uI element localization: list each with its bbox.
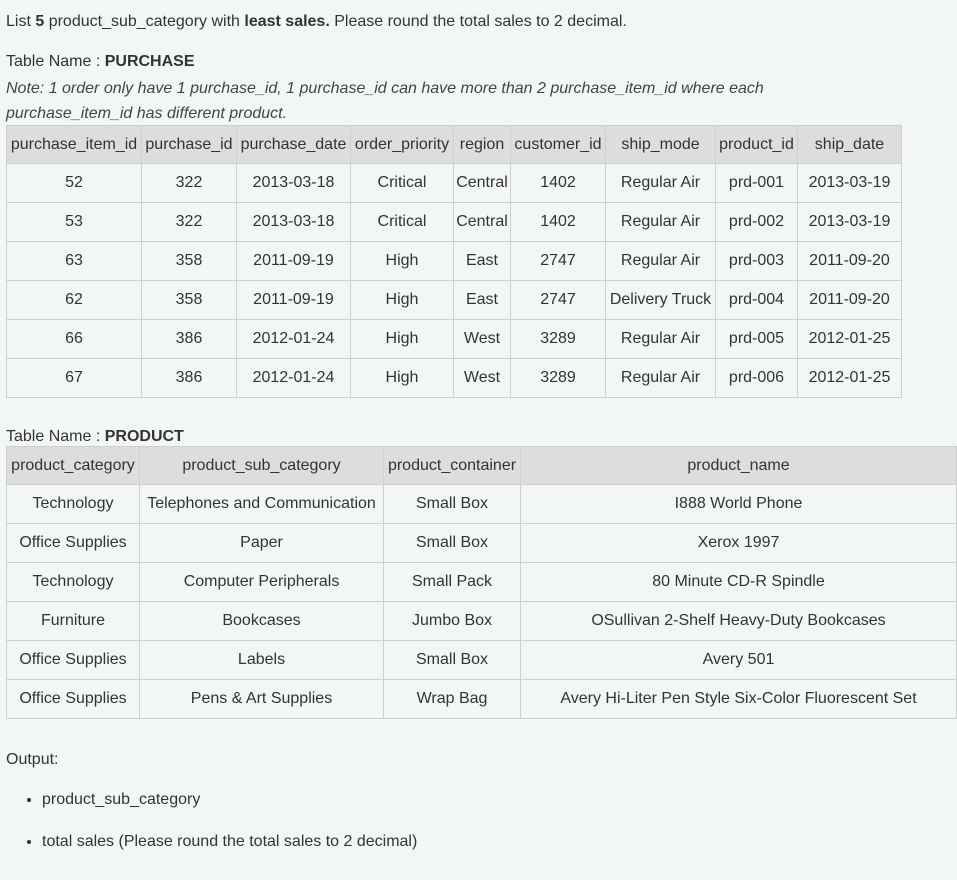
cell-region: East [454,242,511,281]
cell-purchase-id: 322 [142,203,237,242]
product-table-wrapper[interactable] [6,446,917,719]
cell-purchase-id: 386 [142,320,237,359]
column-header-product-id: product_id [716,126,798,164]
cell-region: West [454,320,511,359]
cell-purchase-date: 2012-01-24 [237,320,351,359]
product-table-name: PRODUCT [104,428,184,445]
table-row [7,281,902,320]
table-row [7,680,957,719]
question-text [6,12,627,32]
cell-product-id: prd-004 [716,281,798,320]
output-label: Output: [6,751,59,768]
column-header-region: region [454,126,511,164]
cell-product-container: Wrap Bag [384,680,521,719]
output-list [0,790,417,874]
cell-product-category: Office Supplies [7,524,140,563]
table-row [7,320,902,359]
purchase-header-row [7,126,902,164]
cell-purchase-id: 322 [142,164,237,203]
cell-ship-mode: Regular Air [606,164,716,203]
column-header-product-name: product_name [521,447,957,485]
column-header-customer-id: customer_id [511,126,606,164]
column-header-product-container: product_container [384,447,521,485]
column-header-order-priority: order_priority [351,126,454,164]
table-row [7,203,902,242]
purchase-table-title [6,52,195,72]
cell-order-priority: Critical [351,164,454,203]
cell-product-name: I888 World Phone [521,485,957,524]
cell-product-sub-category: Paper [140,524,384,563]
cell-customer-id: 2747 [511,281,606,320]
cell-purchase-id: 386 [142,359,237,398]
table-row [7,602,957,641]
cell-order-priority: High [351,320,454,359]
cell-purchase-item-id: 52 [7,164,142,203]
cell-product-category: Furniture [7,602,140,641]
purchase-table-label: Table Name : [6,53,105,70]
question-middle: product_sub_category with [44,13,245,30]
cell-product-sub-category: Computer Peripherals [140,563,384,602]
cell-product-container: Small Box [384,524,521,563]
column-header-purchase-date: purchase_date [237,126,351,164]
output-item: • product_sub_category [42,790,417,810]
output-item: • total sales (Please round the total sales to 2 decimal) [42,832,417,852]
cell-customer-id: 3289 [511,320,606,359]
cell-purchase-item-id: 67 [7,359,142,398]
cell-product-container: Small Box [384,485,521,524]
cell-product-id: prd-006 [716,359,798,398]
cell-ship-date: 2013-03-19 [798,203,902,242]
column-header-product-sub-category: product_sub_category [140,447,384,485]
cell-product-id: prd-003 [716,242,798,281]
table-row [7,524,957,563]
cell-purchase-id: 358 [142,242,237,281]
cell-product-name: OSullivan 2-Shelf Heavy-Duty Bookcases [521,602,957,641]
cell-customer-id: 2747 [511,242,606,281]
table-row [7,563,957,602]
table-row [7,164,902,203]
cell-region: Central [454,164,511,203]
purchase-note: Note: 1 order only have 1 purchase_id, 1 purchase_id can have more than 2 purchase_item_id where each purchase_item_id has different product. [6,80,764,122]
cell-purchase-date: 2011-09-19 [237,281,351,320]
cell-product-name: Avery 501 [521,641,957,680]
cell-product-container: Small Pack [384,563,521,602]
product-table-title [6,427,184,447]
cell-product-name: 80 Minute CD-R Spindle [521,563,957,602]
cell-purchase-item-id: 63 [7,242,142,281]
question-prefix: List [6,13,36,30]
cell-customer-id: 1402 [511,203,606,242]
cell-ship-date: 2012-01-25 [798,359,902,398]
cell-product-id: prd-001 [716,164,798,203]
purchase-table-name: PURCHASE [104,53,195,70]
cell-product-id: prd-002 [716,203,798,242]
cell-ship-date: 2013-03-19 [798,164,902,203]
cell-order-priority: Critical [351,203,454,242]
question-suffix: Please round the total sales to 2 decimal. [329,13,627,30]
cell-ship-mode: Regular Air [606,359,716,398]
cell-product-category: Technology [7,563,140,602]
cell-product-sub-category: Pens & Art Supplies [140,680,384,719]
cell-product-name: Xerox 1997 [521,524,957,563]
product-table [6,446,957,719]
question-count: 5 [35,13,45,30]
cell-ship-date: 2011-09-20 [798,242,902,281]
cell-product-name: Avery Hi-Liter Pen Style Six-Color Fluorescent Set [521,680,957,719]
purchase-table-wrapper[interactable] [6,125,891,398]
cell-purchase-date: 2012-01-24 [237,359,351,398]
column-header-ship-mode: ship_mode [606,126,716,164]
column-header-purchase-id: purchase_id [142,126,237,164]
cell-purchase-item-id: 66 [7,320,142,359]
cell-ship-date: 2011-09-20 [798,281,902,320]
cell-product-sub-category: Telephones and Communication [140,485,384,524]
cell-product-container: Jumbo Box [384,602,521,641]
cell-product-id: prd-005 [716,320,798,359]
cell-order-priority: High [351,359,454,398]
cell-product-sub-category: Bookcases [140,602,384,641]
cell-purchase-date: 2013-03-18 [237,164,351,203]
column-header-ship-date: ship_date [798,126,902,164]
table-row [7,485,957,524]
cell-region: Central [454,203,511,242]
cell-product-category: Office Supplies [7,641,140,680]
cell-purchase-date: 2013-03-18 [237,203,351,242]
table-row [7,641,957,680]
cell-product-sub-category: Labels [140,641,384,680]
cell-ship-mode: Regular Air [606,242,716,281]
cell-ship-date: 2012-01-25 [798,320,902,359]
table-row [7,359,902,398]
purchase-table [6,125,902,398]
cell-purchase-item-id: 53 [7,203,142,242]
cell-order-priority: High [351,242,454,281]
cell-purchase-item-id: 62 [7,281,142,320]
cell-product-category: Office Supplies [7,680,140,719]
cell-purchase-date: 2011-09-19 [237,242,351,281]
cell-ship-mode: Delivery Truck [606,281,716,320]
question-emphasis: least sales. [244,13,330,30]
cell-product-category: Technology [7,485,140,524]
product-table-label: Table Name : [6,428,105,445]
column-header-product-category: product_category [7,447,140,485]
cell-ship-mode: Regular Air [606,203,716,242]
table-row [7,242,902,281]
cell-region: West [454,359,511,398]
cell-product-container: Small Box [384,641,521,680]
cell-region: East [454,281,511,320]
cell-customer-id: 1402 [511,164,606,203]
product-header-row [7,447,957,485]
cell-customer-id: 3289 [511,359,606,398]
cell-purchase-id: 358 [142,281,237,320]
cell-order-priority: High [351,281,454,320]
cell-ship-mode: Regular Air [606,320,716,359]
column-header-purchase-item-id: purchase_item_id [7,126,142,164]
